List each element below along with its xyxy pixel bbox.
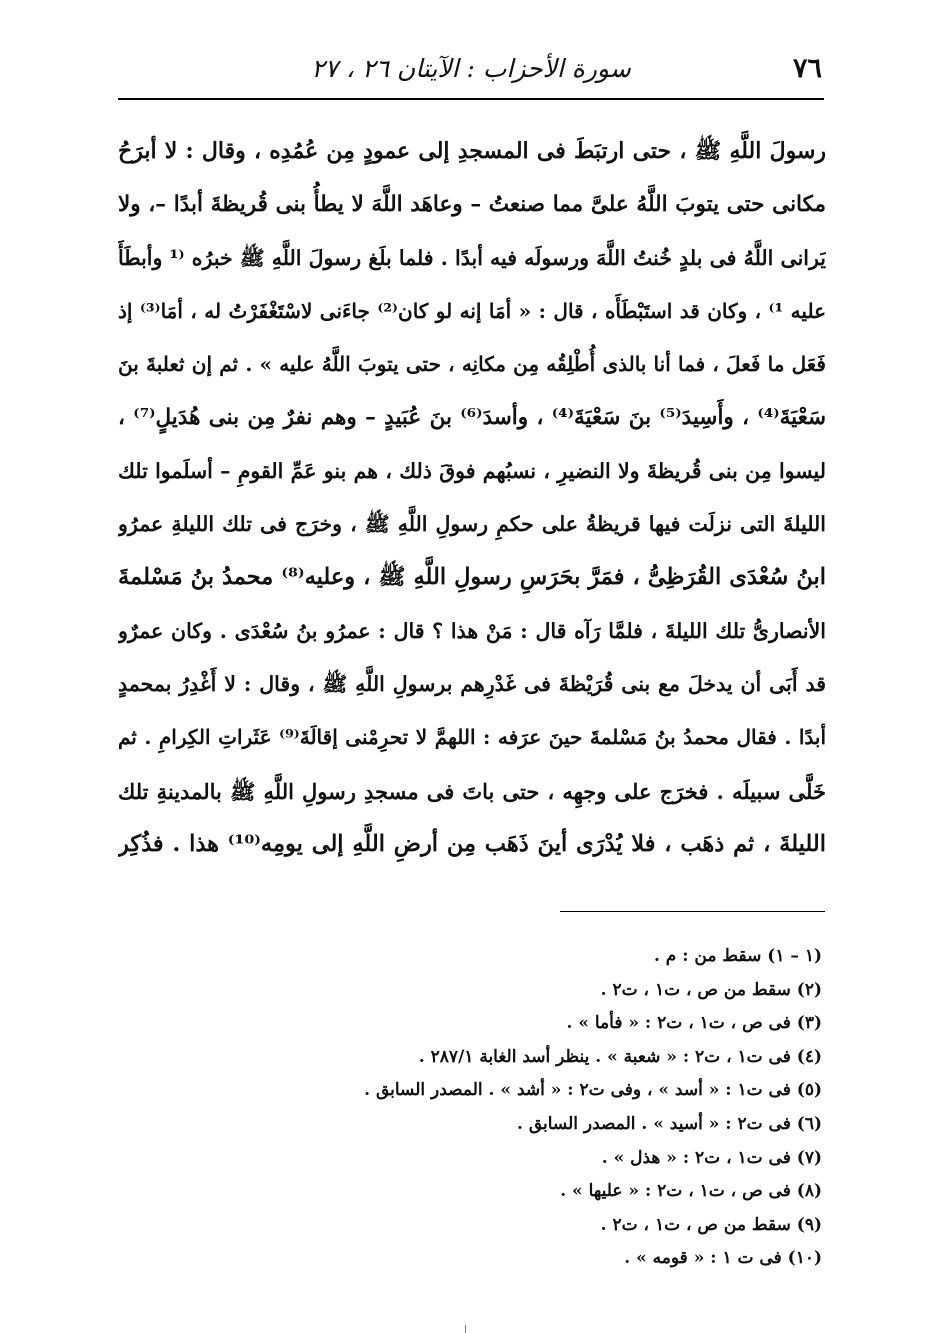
footnote: (١ – ١) سقط من : م . <box>653 946 822 966</box>
footnote: (١٠) فى ت ١ : « قومه » . <box>624 1248 822 1269</box>
running-title: سورة الأحزاب : الآيتان ٢٦ ، ٢٧ <box>311 54 631 83</box>
footnote: (٧) فى ت١ ، ت٢ : « هذل » . <box>601 1147 822 1168</box>
text-line: فَعَل ما فَعلَ ، فما أنا بالذى أُطْلِقُه مِن مكانِه ، حتى يتوبَ اللَّهُ عليه » . ثم إن ثعلبةَ بنَ <box>118 352 826 377</box>
text-line: خَلَّى سبيلَه . فخرَج على وجهِه ، حتى باتَ فى مسجدِ رسولِ اللَّهِ ﷺ بالمدينةِ تلك <box>118 778 826 804</box>
footnote: (٤) فى ت١ ، ت٢ : « شعبة » . ينظر أسد الغابة ٢٨٧/١ . <box>418 1046 822 1067</box>
header-rule <box>118 98 824 100</box>
text-line: قد أَبَى أن يدخلَ مع بنى قُرَيْظةَ فى غَدْرِهم برسولِ اللَّهِ ﷺ ، وقال : لا أَغْدِرُ بمحمدٍ <box>118 671 826 696</box>
text-line: أبدًا . فقال محمدُ بنُ مَسْلمةَ حينَ عرَفه : اللهمَّ لا تحرِمْنى إقالَةَ⁽⁹⁾ عَثَراتِ الكِرامِ . ثم <box>118 725 826 750</box>
page-number: ٧٦ <box>792 53 822 84</box>
footnote: (٨) فى ص ، ت١ ، ت٢ : « عليها » . <box>560 1181 822 1202</box>
footnote: (٩) سقط من ص ، ت١ ، ت٢ . <box>600 1214 822 1235</box>
text-line: سَعْيَةَ⁽⁴⁾ ، وأَسِيدَ⁽⁵⁾ بنَ سَعْيَةَ⁽⁴⁾ ، وأسدَ⁽⁶⁾ بنَ عُبَيدٍ – وهم نفرٌ مِن بنى هُدَيلٍ⁽⁷⁾ ، <box>118 405 826 431</box>
footnote-separator <box>560 911 825 912</box>
main-text <box>118 125 826 871</box>
text-line: عليه ¹⁾ ، وكان قد استَبْطَأَه ، قال : « أمَا إنه لو كان⁽²⁾ جاءَنى لاسْتَغْفَرْتُ له ، أمَا⁽³⁾ إذ <box>118 298 826 323</box>
text-line: رسولَ اللَّهِ ﷺ ، حتى ارتبَطَ فى المسجدِ إلى عمودٍ مِن عُمُدِه ، وقال : لا أبرَحُ <box>118 138 826 164</box>
text-line: الليلةَ التى نزلَت فيها قريظةُ على حكمِ رسولِ اللَّهِ ﷺ ، وخرَج فى تلك الليلةِ عمرُو <box>118 512 826 537</box>
text-line: ابنُ سُعْدَى القُرَظِىُّ ، فمَرَّ بحَرَسِ رسولِ اللَّهِ ﷺ ، وعليه⁽⁸⁾ محمدُ بنُ مَسْلمةَ <box>118 564 826 591</box>
text-line: ليسوا مِن بنى قُريظةَ ولا النضيرِ ، نسبُهم فوقَ ذلك ، هم بنو عَمِّ القومِ – أسلَموا تلك <box>118 458 826 483</box>
footnote: (٢) سقط من ص ، ت١ ، ت٢ . <box>600 979 822 1000</box>
text-line: يَرانى اللَّهُ فى بلدٍ خُنتُ اللَّهَ ورسولَه فيه أبدًا . فلما بلَغ رسولَ اللَّهِ ﷺ خبرُه ⁽¹ وأبطَأَ <box>118 245 826 270</box>
text-line: مكانى حتى يتوبَ اللَّهُ علىَّ مما صنعتُ – وعاهَد اللَّهَ لا يطأُ بنى قُريظةَ أبدًا –، ولا <box>118 192 826 218</box>
footnote: (٣) فى ص ، ت١ ، ت٢ : « فأما » . <box>566 1013 822 1034</box>
footnote: (٦) فى ت٢ : « أسيد » . المصدر السابق . <box>516 1113 822 1134</box>
text-line: الليلةَ ، ثم ذهَب ، فلا يُدْرَى أينَ ذَهَب مِن أرضِ اللَّهِ إلى يومِه⁽¹⁰⁾ هذا . فذُكِر <box>118 830 826 857</box>
footnotes <box>202 940 822 1276</box>
page-header <box>120 44 822 94</box>
page-bottom-mark <box>465 1325 476 1333</box>
text-line: الأنصارىُّ تلك الليلةَ ، فلمَّا رَآه قال : مَنْ هذا ؟ قال : عمرُو بنُ سُعْدَى . وكان عمرٌو <box>118 618 826 643</box>
footnote: (٥) فى ت١ : « أسد » ، وفى ت٢ : « أشد » . المصدر السابق . <box>364 1080 822 1101</box>
